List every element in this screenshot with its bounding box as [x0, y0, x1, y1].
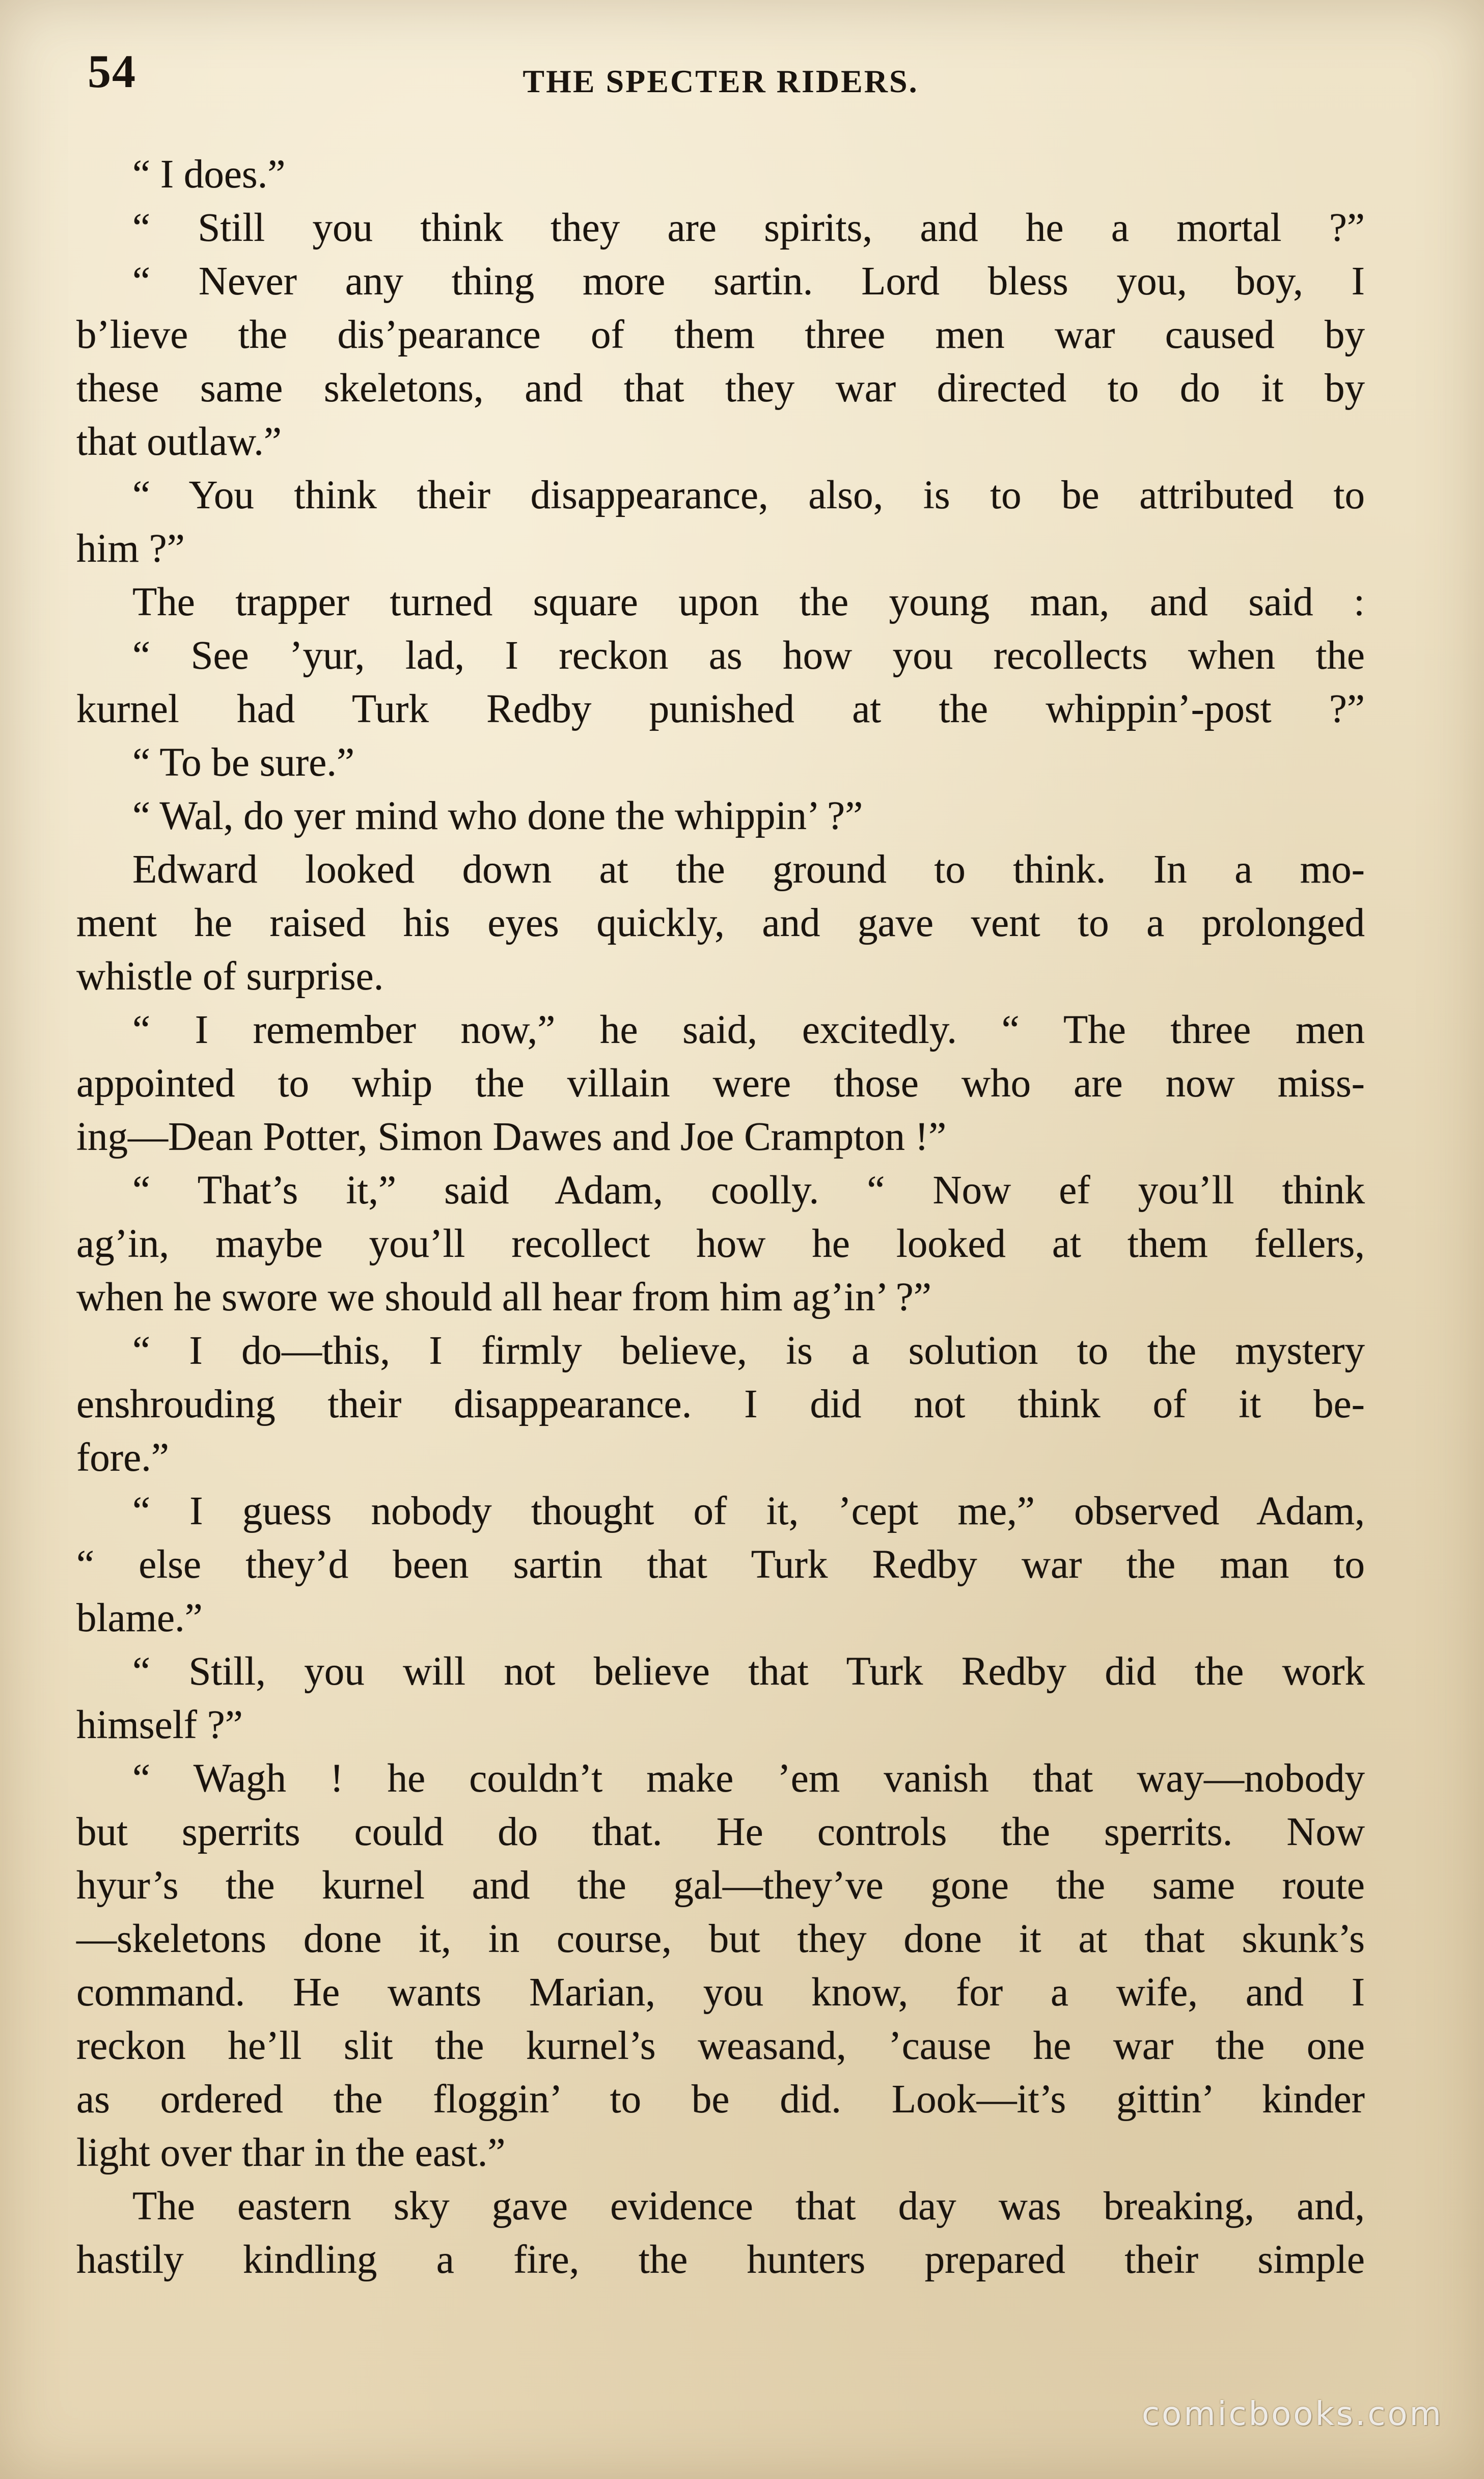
text-line: as ordered the floggin’ to be did. Look—it’s gittin’ kinder — [76, 2077, 1365, 2122]
text-line: “ I remember now,” he said, excitedly. “ The three men — [132, 1008, 1365, 1052]
text-line: “ You think their disappearance, also, is to be attributed to — [132, 473, 1365, 517]
text-line: “ Still, you will not believe that Turk Redby did the work — [132, 1649, 1365, 1694]
text-line: “ Never any thing more sartin. Lord bless you, boy, I — [132, 259, 1365, 304]
text-line: “ That’s it,” said Adam, coolly. “ Now ef you’ll think — [132, 1168, 1365, 1213]
text-line: hyur’s the kurnel and the gal—they’ve gone the same route — [76, 1863, 1365, 1908]
text-line: “ To be sure.” — [132, 740, 355, 785]
site-watermark: comicbooks.com — [1141, 2395, 1443, 2433]
text-line: b’lieve the dis’pearance of them three men war caused by — [76, 313, 1365, 357]
text-line: The trapper turned square upon the young man, and said : — [132, 580, 1365, 624]
text-line: ment he raised his eyes quickly, and gave vent to a prolonged — [76, 901, 1365, 945]
text-line: “ I guess nobody thought of it, ’cept me,” observed Adam, — [132, 1489, 1365, 1533]
text-line: him ?” — [76, 527, 185, 571]
text-line: that outlaw.” — [76, 420, 282, 464]
text-line: appointed to whip the villain were those who are now miss- — [76, 1061, 1365, 1106]
page-header — [76, 45, 1365, 101]
text-line: ag’in, maybe you’ll recollect how he looked at them fellers, — [76, 1222, 1365, 1266]
text-line: “ I does.” — [132, 152, 286, 197]
text-line: hastily kindling a fire, the hunters prepared their simple — [76, 2238, 1365, 2282]
text-line: these same skeletons, and that they war directed to do it by — [76, 366, 1365, 410]
running-title: THE SPECTER RIDERS. — [523, 63, 919, 99]
body-text — [76, 148, 1365, 2287]
text-line: Edward looked down at the ground to think. In a mo- — [132, 847, 1365, 892]
text-line: The eastern sky gave evidence that day was breaking, and, — [132, 2184, 1365, 2228]
text-line: when he swore we should all hear from him ag’in’ ?” — [76, 1275, 931, 1319]
text-line: command. He wants Marian, you know, for a wife, and I — [76, 1970, 1365, 2015]
text-line: —skeletons done it, in course, but they done it at that skunk’s — [76, 1917, 1365, 1961]
text-line: “ Wagh ! he couldn’t make ’em vanish that way—nobody — [132, 1756, 1365, 1801]
text-line: “ Still you think they are spirits, and he a mortal ?” — [132, 206, 1365, 250]
text-line: “ else they’d been sartin that Turk Redby war the man to — [76, 1543, 1365, 1587]
text-line: enshrouding their disappearance. I did not think of it be- — [76, 1382, 1365, 1426]
text-line: “ Wal, do yer mind who done the whippin’ ?” — [132, 794, 863, 838]
text-line: whistle of surprise. — [76, 954, 384, 999]
text-line: kurnel had Turk Redby punished at the whippin’-post ?” — [76, 687, 1365, 731]
text-line: fore.” — [76, 1436, 169, 1480]
text-line: “ I do—this, I firmly believe, is a solution to the mystery — [132, 1329, 1365, 1373]
text-line: “ See ’yur, lad, I reckon as how you recollects when the — [132, 633, 1365, 678]
text-line: ing—Dean Potter, Simon Dawes and Joe Crampton !” — [76, 1115, 947, 1159]
text-line: but sperrits could do that. He controls the sperrits. Now — [76, 1810, 1365, 1854]
text-line: light over thar in the east.” — [76, 2131, 506, 2175]
page-number: 54 — [88, 45, 136, 97]
text-line: blame.” — [76, 1596, 203, 1640]
text-line: reckon he’ll slit the kurnel’s weasand, ’cause he war the one — [76, 2024, 1365, 2068]
text-line: himself ?” — [76, 1703, 243, 1747]
